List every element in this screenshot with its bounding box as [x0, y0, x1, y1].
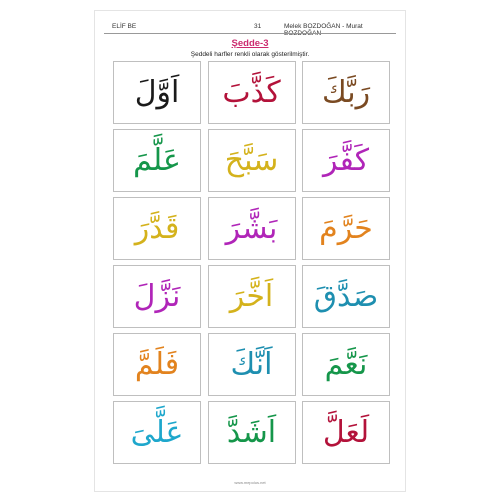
word-cell — [113, 333, 201, 396]
arabic-word: نَزَّلَ — [133, 278, 181, 314]
word-cell — [208, 265, 296, 328]
word-cell — [208, 333, 296, 396]
word-cell — [302, 129, 390, 192]
word-cell — [208, 61, 296, 124]
arabic-word: عَلَّمَ — [133, 142, 181, 178]
word-cell — [113, 265, 201, 328]
arabic-word: نَعَّمَ — [324, 346, 368, 382]
arabic-word: اَخَّرَ — [229, 278, 274, 314]
arabic-word: فَلَمَّ — [134, 346, 180, 382]
word-cell — [302, 333, 390, 396]
arabic-word: عَلَّىَ — [130, 414, 184, 450]
word-cell — [113, 61, 201, 124]
footer-url: www.mepolus.net — [234, 480, 266, 485]
word-cell — [208, 401, 296, 464]
word-cell — [208, 197, 296, 260]
word-cell — [302, 401, 390, 464]
word-cell — [113, 197, 201, 260]
arabic-word: اَوَّلَ — [134, 74, 180, 110]
header-divider — [104, 33, 396, 34]
arabic-word: بَشَّرَ — [225, 210, 278, 246]
arabic-word: اَشَدَّ — [226, 414, 277, 450]
arabic-word: قَدَّرَ — [134, 210, 180, 246]
lesson-title: Şedde-3 — [231, 38, 269, 49]
word-cell — [302, 265, 390, 328]
arabic-word: كَذَّبَ — [222, 74, 281, 110]
book-title: ELİF BE — [112, 23, 137, 30]
word-cell — [113, 401, 201, 464]
arabic-word: حَرَّمَ — [319, 210, 373, 246]
word-cell — [113, 129, 201, 192]
arabic-word: كَفَّرَ — [322, 142, 369, 178]
worksheet-page — [94, 10, 406, 492]
page-number: 31 — [254, 23, 262, 30]
arabic-word: رَبَّكَ — [321, 74, 371, 110]
word-cell — [302, 61, 390, 124]
word-grid — [113, 61, 390, 464]
authors: Melek BOZDOĞAN - Murat BOZDOĞAN — [284, 23, 363, 37]
arabic-word: لَعَلَّ — [322, 414, 370, 450]
lesson-subtitle: Şeddeli harfler renkli olarak gösterilmiştir. — [190, 51, 310, 58]
word-cell — [302, 197, 390, 260]
arabic-word: سَبَّحَ — [224, 142, 279, 178]
arabic-word: صَدَّقَ — [313, 278, 379, 314]
word-cell — [208, 129, 296, 192]
arabic-word: اَنَّكَ — [230, 346, 273, 382]
